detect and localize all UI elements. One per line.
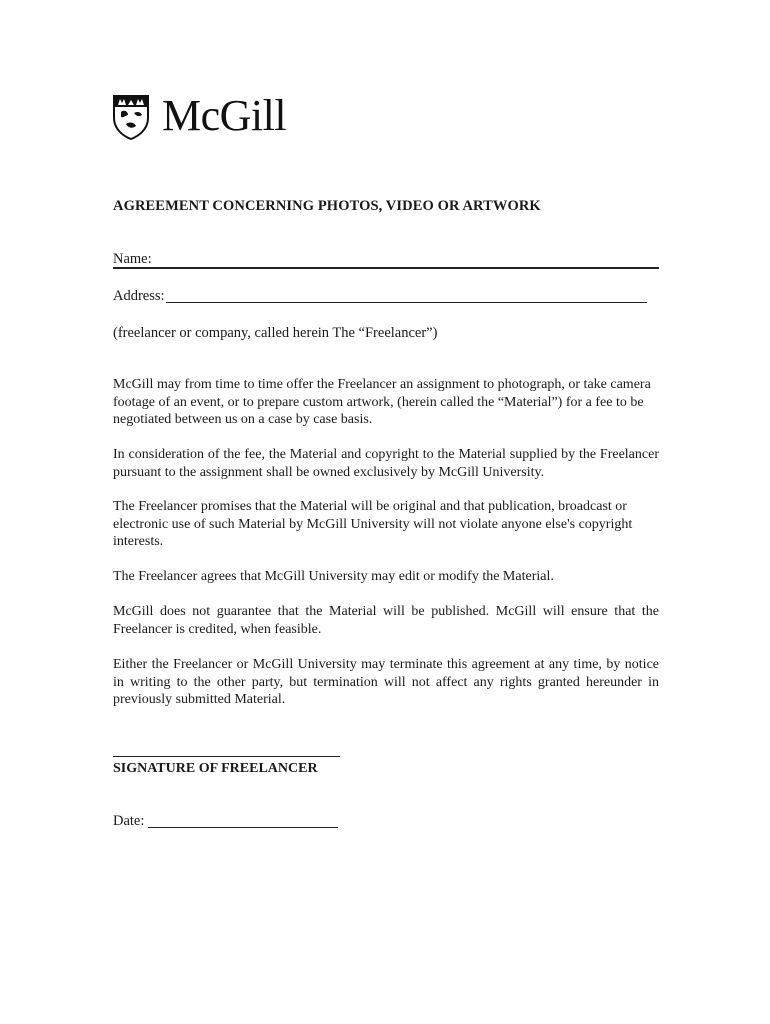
date-label: Date: <box>113 813 145 829</box>
address-field-line[interactable] <box>166 302 647 303</box>
paragraph-publication: McGill does not guarantee that the Material will be published. McGill will ensure that the Freelancer is credited, when feasible. <box>113 604 659 637</box>
date-field-line[interactable] <box>148 827 338 828</box>
name-label: Name: <box>113 251 152 267</box>
paragraph-termination: Either the Freelancer or McGill University may terminate this agreement at any time, by notice in writing to the other party, but termination will not affect any rights granted hereunder in previously submitted Material. <box>113 657 659 707</box>
mcgill-logo <box>112 92 286 140</box>
paragraph-editing: The Freelancer agrees that McGill University may edit or modify the Material. <box>113 569 554 584</box>
address-label: Address: <box>113 288 165 304</box>
freelancer-note: (freelancer or company, called herein The “Freelancer”) <box>113 325 438 341</box>
document-title: AGREEMENT CONCERNING PHOTOS, VIDEO OR ARTWORK <box>113 198 541 214</box>
signature-label: SIGNATURE OF FREELANCER <box>113 761 318 776</box>
paragraph-originality: The Freelancer promises that the Material will be original and that publication, broadcast or electronic use of such Material by McGill University will not violate anyone else's copyright interests. <box>113 499 633 549</box>
mcgill-shield-icon <box>112 92 150 140</box>
paragraph-assignment: McGill may from time to time offer the Freelancer an assignment to photograph, or take camera footage of an event, or to prepare custom artwork, (herein called the “Material”) for a fee to be negotiated between us on a case by case basis. <box>113 377 651 427</box>
signature-field-line[interactable] <box>113 756 340 757</box>
mcgill-wordmark: McGill <box>162 91 287 140</box>
paragraph-ownership: In consideration of the fee, the Material and copyright to the Material supplied by the Freelancer pursuant to the assignment shall be owned exclusively by McGill University. <box>113 447 659 480</box>
name-field-line[interactable] <box>113 267 659 269</box>
